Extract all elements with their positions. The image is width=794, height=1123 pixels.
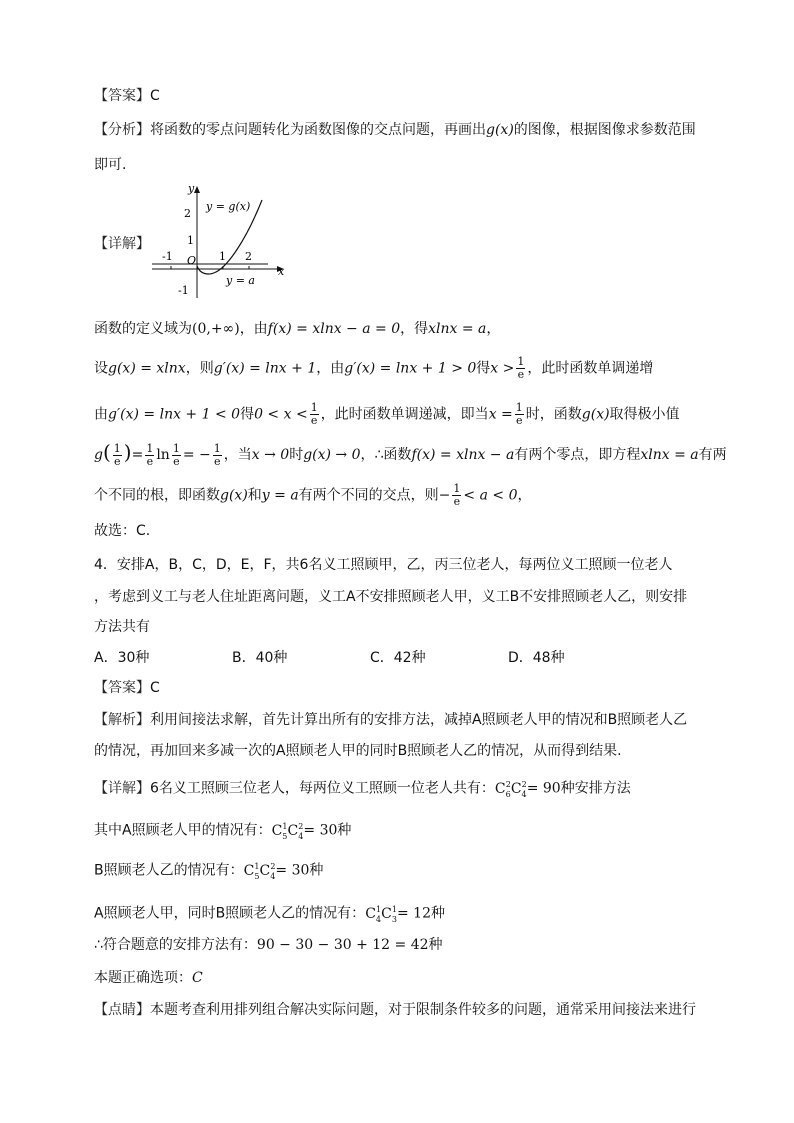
frac-den: e xyxy=(114,454,121,468)
analysis-line-2 xyxy=(94,155,126,175)
math-eq: x > xyxy=(490,360,515,377)
text: ，此时函数单调递减，即当 xyxy=(320,406,489,423)
q4-stem-2 xyxy=(94,587,687,607)
text: ，得 xyxy=(400,321,429,337)
fraction xyxy=(172,443,181,468)
q4-text: 4．安排A，B，C，D，E，F，共6名义工照顾甲，乙，丙三位老人，每两位义工照顾一位老人 xyxy=(94,557,673,573)
math-eq: x → 0 xyxy=(251,447,290,463)
math-g: g xyxy=(94,447,103,463)
math-eq: y = a xyxy=(261,487,299,504)
answer-line-1 xyxy=(94,86,160,106)
frac-den: e xyxy=(516,414,523,427)
text: 6名义工照顾三位老人，每两位义工照顾一位老人共有： xyxy=(150,780,495,797)
detail2-line-2 xyxy=(94,817,351,846)
analysis-text-2: 即可. xyxy=(94,157,127,173)
line-label: y = a xyxy=(226,274,255,287)
curve-label: y = g(x) xyxy=(206,200,251,213)
math-eq: g′(x) = lnx + 1 < 0 xyxy=(108,406,241,423)
detail2-line-6 xyxy=(94,968,203,988)
frac-den: e xyxy=(173,454,180,468)
comb-c51-c42: $C_5^1C_4^2$ xyxy=(243,862,276,881)
answer-value: C xyxy=(150,680,160,696)
comment-text: 本题考查利用排列组合解决实际问题，对于限制条件较多的问题，通常采用间接法来进行 xyxy=(150,1002,696,1018)
math-eq: − xyxy=(438,487,451,504)
analysis-text: 将函数的零点问题转化为函数图像的交点问题，再画出 xyxy=(150,122,486,138)
analysis-line-1 xyxy=(94,120,696,140)
frac-den: e xyxy=(213,454,221,468)
math-eq: g′(x) = lnx + 1 > 0 xyxy=(344,360,477,377)
q4-stem-1 xyxy=(94,555,672,575)
text: ∴符合题意的安排方法有： xyxy=(94,937,257,953)
text: 本题正确选项： xyxy=(94,970,192,986)
math-eq: xlnx = a xyxy=(640,447,699,463)
analysis-tag: 【分析】 xyxy=(94,122,150,138)
comb-c51-c42: $C_5^1C_4^2$ xyxy=(271,822,304,841)
text: 设 xyxy=(94,360,108,377)
math-eq: g′(x) = lnx + 1 xyxy=(213,360,317,377)
detail-line-4: g( $\frac{1}{e}$ )= $\frac{1}{e}$ ln $\frac{1}{e}$ = − $\frac{1}{e}$ ，当x → 0时g(x) → 0，∴函数f(x) = xlnx − a有两个零点，即方程xlnx = a有两 xyxy=(94,440,727,468)
analysis-text: 利用间接法求解，首先计算出所有的安排方法，减掉A照顾老人甲的情况和B照顾老人乙 xyxy=(150,712,688,728)
text: 得 xyxy=(476,360,491,377)
math-eq: g(x) xyxy=(581,406,610,423)
math-eq: g(x) xyxy=(220,487,248,504)
frac-den: e xyxy=(310,414,318,427)
text: 和 xyxy=(247,487,262,504)
detail-line-2 xyxy=(94,356,653,381)
math-eq: = 12 xyxy=(397,905,431,922)
detail2-line-5 xyxy=(94,935,443,955)
analysis2-line-2 xyxy=(94,741,622,761)
conclusion-text: 故选：C. xyxy=(94,523,151,539)
math-eq: 90 − 30 − 30 + 12 = 42 xyxy=(256,937,429,953)
text: 种 xyxy=(431,905,445,922)
math-eq: = xyxy=(131,447,144,463)
frac-num: 1 xyxy=(310,401,318,414)
analysis-text: 的情况，再加回来多减一次的A照顾老人甲的同时B照顾老人乙的情况，从而得到结果. xyxy=(94,743,622,759)
text: 得 xyxy=(240,406,255,423)
detail-tag: 【详解】 xyxy=(94,236,150,252)
detail-tag: 【详解】 xyxy=(94,780,150,797)
math-eq: = 30 xyxy=(275,862,310,879)
comb-c41-c31: $C_4^1C_3^1$ xyxy=(365,905,397,924)
text: ，由 xyxy=(239,321,268,337)
math-eq: = 90 xyxy=(526,780,561,797)
text: ，此时函数单调递增 xyxy=(527,360,654,377)
text: ，∴函数 xyxy=(360,447,412,463)
math-ln: ln xyxy=(156,447,170,463)
text: 有两个零点，即方程 xyxy=(514,447,641,463)
text: 函数的定义域为 xyxy=(94,321,192,337)
function-graph xyxy=(148,180,293,305)
y-axis-arrow xyxy=(194,186,200,193)
text: 种 xyxy=(337,822,352,839)
frac-num: 1 xyxy=(517,355,525,368)
option-a: A．30种 xyxy=(94,650,150,666)
fraction xyxy=(113,443,122,468)
fraction xyxy=(213,443,222,468)
text: 种 xyxy=(428,937,443,953)
answer-line-2 xyxy=(94,678,160,698)
detail-line-1 xyxy=(94,319,500,339)
answer-tag: 【答案】 xyxy=(94,88,150,104)
text: ，由 xyxy=(316,360,345,377)
text: ， xyxy=(517,487,532,504)
analysis-tag: 【解析】 xyxy=(94,712,150,728)
detail-line-5 xyxy=(94,483,531,508)
y-axis-label: y xyxy=(188,182,195,195)
tick-label-x2: 2 xyxy=(245,250,252,263)
option-b: B．40种 xyxy=(232,650,288,666)
option-d: D．48种 xyxy=(508,650,565,666)
fraction xyxy=(452,483,461,508)
frac-den: e xyxy=(146,454,154,468)
fraction xyxy=(310,402,319,427)
math-eq: = − xyxy=(182,447,211,463)
math-eq: xlnx = a xyxy=(428,321,487,337)
fraction xyxy=(145,443,154,468)
text: 个不同的根，即函数 xyxy=(94,487,220,504)
math-domain: (0,+∞) xyxy=(192,321,240,337)
fraction xyxy=(515,402,524,427)
q4-text: ，考虑到义工与老人住址距离问题，义工A不安排照顾老人甲，义工B不安排照顾老人乙，则安排 xyxy=(94,589,688,605)
fraction xyxy=(516,356,525,381)
math-eq: 0 < x < xyxy=(254,406,308,423)
text: 时，函数 xyxy=(525,406,582,423)
text: B照顾老人乙的情况有： xyxy=(94,862,244,879)
frac-den: e xyxy=(453,495,461,508)
math-eq: f(x) = xlnx − a xyxy=(411,447,515,463)
math-eq: = 30 xyxy=(303,822,338,839)
analysis-text-b: 的图像，根据图像求参数范围 xyxy=(513,122,696,138)
comb-c62-c42: $C_6^2C_4^2$ xyxy=(494,780,527,799)
q4-stem-3 xyxy=(94,617,150,637)
frac-num: 1 xyxy=(172,441,180,455)
tick-label-y1: 1 xyxy=(187,234,194,247)
text: 有两 xyxy=(698,447,727,463)
frac-num: 1 xyxy=(213,441,221,455)
text: ，当 xyxy=(223,447,252,463)
detail2-line-4 xyxy=(94,900,445,929)
frac-num: 1 xyxy=(113,441,121,455)
math-eq: < a < 0 xyxy=(463,487,518,504)
text: 种安排方法 xyxy=(560,780,631,797)
tick-label-y2: 2 xyxy=(184,207,191,220)
origin-label: O xyxy=(187,254,197,267)
answer-tag: 【答案】 xyxy=(94,680,150,696)
math-gx: g(x) xyxy=(486,122,514,138)
tick-label-yn1: -1 xyxy=(178,284,189,297)
x-axis-label: x xyxy=(278,265,285,278)
q4-text: 方法共有 xyxy=(94,619,150,635)
text: A照顾老人甲，同时B照顾老人乙的情况有： xyxy=(94,905,366,922)
math-eq: x = xyxy=(488,406,513,423)
text: 种 xyxy=(309,862,324,879)
tick-label-x1: 1 xyxy=(219,250,226,263)
frac-den: e xyxy=(517,368,525,381)
detail2-line-3 xyxy=(94,857,323,886)
text: 其中A照顾老人甲的情况有： xyxy=(94,822,272,839)
tick-label-xn1: -1 xyxy=(162,250,173,263)
comment-line xyxy=(94,1000,696,1020)
text: ，则 xyxy=(185,360,214,377)
conclusion-line xyxy=(94,521,150,541)
detail-line-3 xyxy=(94,402,680,427)
detail2-line-1 xyxy=(94,775,631,804)
text: 由 xyxy=(94,406,108,423)
frac-num: 1 xyxy=(515,401,523,414)
comment-tag: 【点睛】 xyxy=(94,1002,150,1018)
text: 取得极小值 xyxy=(609,406,680,423)
answer-choice: C xyxy=(192,970,203,986)
math-eq: g(x) = xlnx xyxy=(108,360,186,377)
option-c: C．42种 xyxy=(370,650,426,666)
frac-num: 1 xyxy=(453,482,461,495)
detail-tag-line xyxy=(94,234,150,254)
text: 有两个不同的交点，则 xyxy=(298,487,439,504)
answer-value: C xyxy=(150,88,160,104)
math-eq: g(x) → 0 xyxy=(303,447,361,463)
text: ， xyxy=(486,321,501,337)
analysis2-line-1 xyxy=(94,710,687,730)
text: 时 xyxy=(289,447,304,463)
math-eq: f(x) = xlnx − a = 0 xyxy=(267,321,401,337)
frac-num: 1 xyxy=(146,441,154,455)
